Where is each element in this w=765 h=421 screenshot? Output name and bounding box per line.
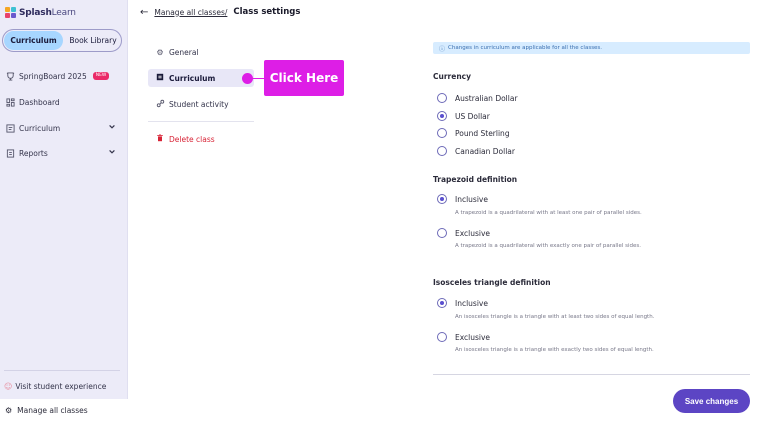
library-toggle — [2, 29, 122, 52]
delete-class-button[interactable]: Delete class — [148, 130, 254, 148]
trapezoid-inclusive-desc: A trapezoid is a quadrilateral with at least one pair of parallel sides. — [455, 210, 642, 216]
sidebar — [0, 0, 128, 421]
radio-checked-icon — [437, 298, 447, 308]
settings-tab-general[interactable]: ⚙ General — [156, 47, 199, 57]
back-arrow-icon[interactable]: ← — [140, 6, 149, 18]
logo-icon — [5, 7, 16, 18]
logo-text: SplashLearn — [19, 7, 76, 18]
click-here-hint: Click Here — [264, 60, 344, 96]
settings-tab-curriculum[interactable]: Curriculum — [148, 69, 254, 87]
sidebar-item-reports[interactable]: Reports — [0, 144, 128, 162]
currency-option-pound-sterling[interactable]: Pound Sterling — [437, 128, 510, 138]
toggle-curriculum[interactable]: Curriculum — [4, 31, 63, 50]
trapezoid-exclusive-desc: A trapezoid is a quadrilateral with exactly one pair of parallel sides. — [455, 243, 641, 249]
settings-nav-divider — [148, 121, 254, 122]
gear-icon: ⚙ — [156, 47, 164, 57]
dashboard-icon — [5, 97, 15, 107]
footer-divider — [433, 374, 750, 375]
sidebar-item-springboard[interactable]: SpringBoard 2025 NEW — [0, 67, 128, 85]
currency-title: Currency — [433, 72, 472, 81]
radio-icon — [437, 128, 447, 138]
gear-icon: ⚙ — [5, 405, 13, 415]
currency-option-australian-dollar[interactable]: Australian Dollar — [437, 93, 518, 103]
info-banner: ⓘ Changes in curriculum are applicable for all the classes. — [433, 42, 750, 54]
radio-icon — [437, 228, 447, 238]
trapezoid-option-exclusive[interactable]: Exclusive — [437, 228, 490, 238]
radio-checked-icon — [437, 194, 447, 204]
trophy-icon — [5, 71, 15, 81]
isosceles-inclusive-desc: An isosceles triangle is a triangle with at least two sides of equal length. — [455, 314, 655, 320]
hint-connector — [252, 78, 264, 79]
manage-all-classes-link[interactable]: ⚙ Manage all classes — [0, 399, 128, 421]
splashlearn-logo[interactable] — [5, 7, 76, 18]
sidebar-divider — [4, 370, 120, 371]
manage-all-classes-breadcrumb[interactable]: Manage all classes/ — [154, 7, 228, 17]
info-icon: ⓘ — [439, 45, 446, 53]
settings-tab-student-activity[interactable]: Student activity — [148, 95, 254, 113]
radio-checked-icon — [437, 111, 447, 121]
new-badge: NEW — [93, 72, 110, 80]
currency-option-canadian-dollar[interactable]: Canadian Dollar — [437, 146, 515, 156]
trapezoid-title: Trapezoid definition — [433, 175, 518, 184]
trapezoid-option-inclusive[interactable]: Inclusive — [437, 194, 488, 204]
trash-icon — [155, 134, 165, 144]
radio-icon — [437, 93, 447, 103]
isosceles-option-exclusive[interactable]: Exclusive — [437, 332, 490, 342]
radio-icon — [437, 146, 447, 156]
sidebar-item-curriculum[interactable]: Curriculum — [0, 119, 128, 137]
visit-student-experience-link[interactable]: ☺ Visit student experience — [4, 382, 107, 391]
book-icon — [155, 73, 165, 83]
radio-icon — [437, 332, 447, 342]
isosceles-option-inclusive[interactable]: Inclusive — [437, 298, 488, 308]
reports-icon — [5, 148, 15, 158]
chevron-down-icon[interactable] — [108, 148, 116, 158]
curriculum-icon — [5, 123, 15, 133]
activity-icon — [155, 99, 165, 110]
toggle-book-library[interactable]: Book Library — [69, 36, 117, 45]
save-changes-button[interactable]: Save changes — [673, 389, 750, 413]
sidebar-item-dashboard[interactable]: Dashboard — [0, 93, 128, 111]
breadcrumb — [140, 5, 300, 19]
page-title: Class settings — [233, 7, 301, 17]
student-icon: ☺ — [4, 382, 13, 391]
isosceles-title: Isosceles triangle definition — [433, 278, 551, 287]
currency-option-us-dollar[interactable]: US Dollar — [437, 111, 490, 121]
chevron-down-icon[interactable] — [108, 123, 116, 133]
isosceles-exclusive-desc: An isosceles triangle is a triangle with exactly two sides of equal length. — [455, 347, 654, 353]
